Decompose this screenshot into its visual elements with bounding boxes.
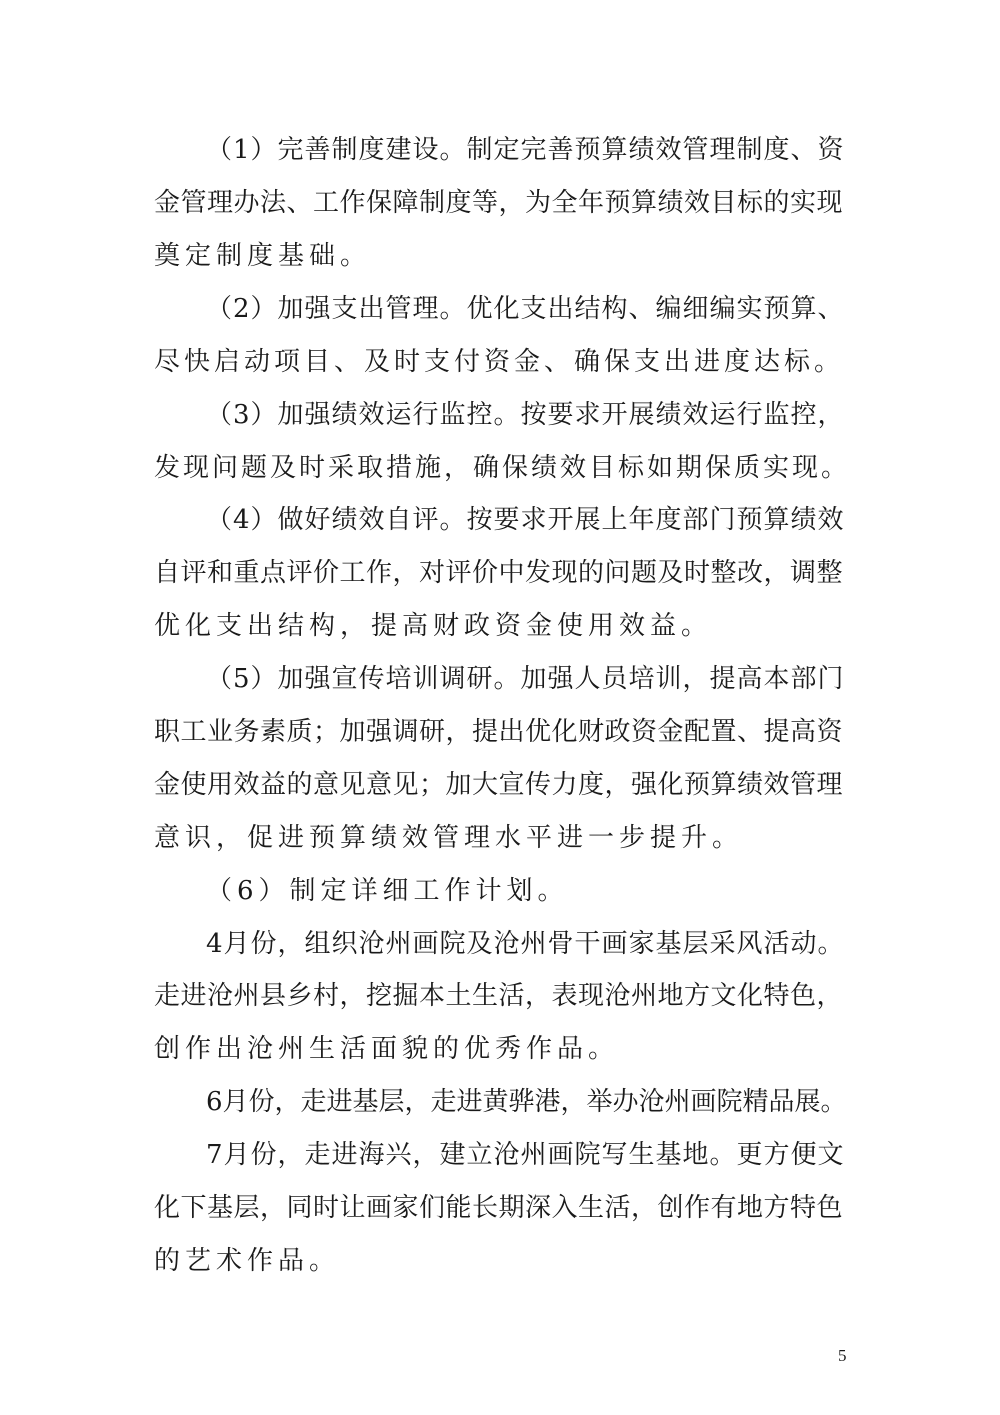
text-line: （4）做好绩效自评。按要求开展上年度部门预算绩效 bbox=[206, 505, 845, 535]
text-line: 职工业务素质；加强调研，提出优化财政资金配置、提高资 bbox=[154, 717, 844, 747]
text-line: 化下基层，同时让画家们能长期深入生活，创作有地方特色 bbox=[154, 1193, 844, 1223]
text-line: 发现问题及时采取措施，确保绩效目标如期保质实现。 bbox=[154, 453, 851, 483]
text-line: 7月份，走进海兴，建立沧州画院写生基地。更方便文 bbox=[206, 1140, 845, 1170]
text-line: （3）加强绩效运行监控。按要求开展绩效运行监控， bbox=[206, 400, 845, 430]
text-line: （5）加强宣传培训调研。加强人员培训，提高本部门 bbox=[206, 664, 845, 694]
text-line: 金使用效益的意见意见；加大宣传力度，强化预算绩效管理 bbox=[154, 770, 844, 800]
text-line: 意识，促进预算绩效管理水平进一步提升。 bbox=[154, 823, 744, 853]
text-line: 尽快启动项目、及时支付资金、确保支出进度达标。 bbox=[154, 347, 845, 377]
page-number: 5 bbox=[838, 1346, 847, 1365]
text-line: （6）制定详细工作计划。 bbox=[206, 876, 569, 906]
text-line: 创作出沧州生活面貌的优秀作品。 bbox=[154, 1034, 620, 1064]
text-line: （1）完善制度建设。制定完善预算绩效管理制度、资 bbox=[206, 135, 845, 165]
text-line: 奠定制度基础。 bbox=[154, 241, 372, 271]
text-line: 金管理办法、工作保障制度等，为全年预算绩效目标的实现 bbox=[154, 188, 844, 218]
text-line: 优化支出结构，提高财政资金使用效益。 bbox=[154, 611, 713, 641]
text-line: 走进沧州县乡村，挖掘本土生活，表现沧州地方文化特色， bbox=[154, 981, 844, 1011]
text-line: 的艺术作品。 bbox=[154, 1246, 341, 1276]
text-line: 6月份，走进基层，走进黄骅港，举办沧州画院精品展。 bbox=[206, 1087, 847, 1117]
text-line: 4月份，组织沧州画院及沧州骨干画家基层采风活动。 bbox=[206, 929, 845, 959]
text-line: 自评和重点评价工作，对评价中发现的问题及时整改，调整 bbox=[154, 558, 844, 588]
text-line: （2）加强支出管理。优化支出结构、编细编实预算、 bbox=[206, 294, 845, 324]
